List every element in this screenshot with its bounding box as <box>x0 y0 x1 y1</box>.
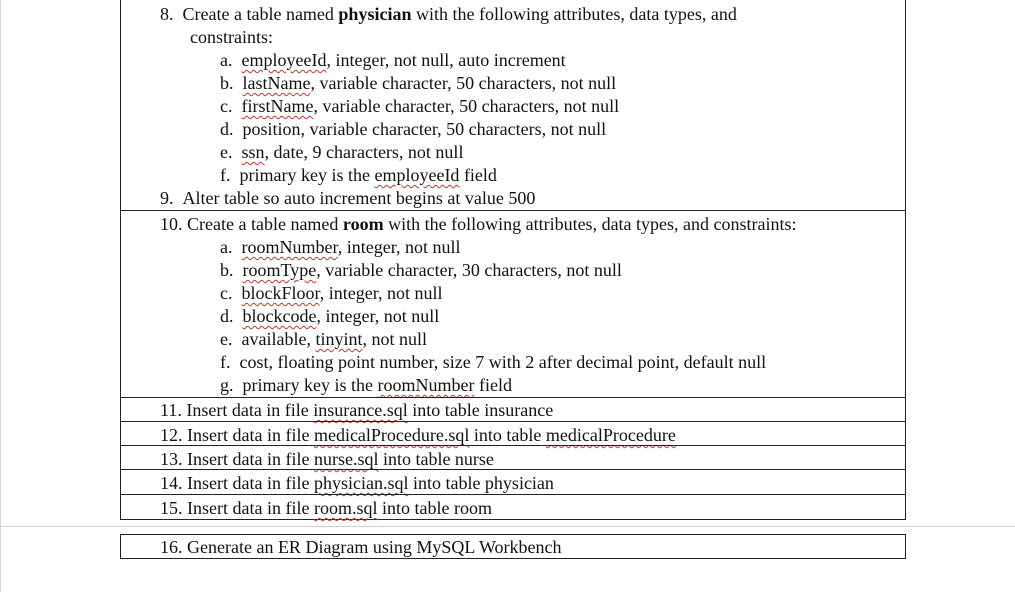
file-name: medicalProcedure.sql <box>313 425 470 445</box>
file-name: physician.sql <box>313 473 409 493</box>
list-item <box>220 164 497 186</box>
page-left-edge <box>0 0 1 592</box>
page-break-divider <box>0 526 1015 527</box>
list-item <box>220 49 566 71</box>
attribute-name: blockcode <box>242 306 317 326</box>
item-number: 10. <box>160 214 183 234</box>
attribute-desc: , integer, not null <box>337 237 461 257</box>
item-number: 8. <box>160 4 174 24</box>
sub-letter: e. <box>220 142 233 162</box>
item-15 <box>160 497 492 519</box>
sub-letter: d. <box>220 306 234 326</box>
table-row-item-12 <box>120 421 906 446</box>
attribute-desc: available, <box>241 329 316 349</box>
item-text: Insert data in file <box>187 498 314 518</box>
sub-letter: g. <box>220 375 234 395</box>
table-name: medicalProcedure <box>545 425 676 445</box>
attribute-name: lastName <box>242 73 311 93</box>
attribute-name: roomType <box>242 260 317 280</box>
sub-letter: c. <box>220 96 233 116</box>
list-item <box>220 141 463 163</box>
attribute-name: roomNumber <box>377 375 475 395</box>
list-item <box>220 72 616 94</box>
item-text: into table room <box>377 498 492 518</box>
item-9 <box>160 187 535 209</box>
sub-letter: f. <box>220 352 231 372</box>
sub-letter: b. <box>220 260 234 280</box>
list-item <box>220 95 619 117</box>
attribute-desc: , variable character, 50 characters, not null <box>313 96 620 116</box>
list-item <box>220 351 766 373</box>
attribute-name: roomNumber <box>241 237 338 257</box>
attribute-name: ssn <box>241 142 265 162</box>
item-16 <box>160 536 561 558</box>
attribute-desc: field <box>459 165 497 185</box>
sub-letter: a. <box>220 50 233 70</box>
attribute-desc: , integer, not null <box>316 306 440 326</box>
file-name: insurance.sql <box>313 400 408 420</box>
table-row-item-13 <box>120 445 906 470</box>
item-text: Create a table named <box>187 214 343 234</box>
attribute-desc: , integer, not null, auto increment <box>326 50 566 70</box>
sub-letter: f. <box>220 165 231 185</box>
item-number: 11. <box>160 400 182 420</box>
file-name: nurse.sql <box>313 449 379 469</box>
item-number: 13. <box>160 449 183 469</box>
attribute-desc: primary key is the <box>239 165 375 185</box>
item-text: with the following attributes, data types, and <box>411 4 737 24</box>
attribute-desc: position, variable character, 50 characters, not null <box>242 119 607 139</box>
attribute-desc: , integer, not null <box>319 283 443 303</box>
list-item <box>220 305 439 327</box>
item-text: with the following attributes, data types, and constraints: <box>383 214 797 234</box>
sub-letter: d. <box>220 119 234 139</box>
list-item <box>220 236 461 258</box>
item-text: into table physician <box>408 473 554 493</box>
item-number: 14. <box>160 473 183 493</box>
table-name-physician: physician <box>338 4 412 24</box>
item-14 <box>160 472 554 494</box>
item-10-heading <box>160 213 797 235</box>
item-text: into table nurse <box>378 449 494 469</box>
attribute-name: employeeId <box>374 165 460 185</box>
attribute-desc: primary key is the <box>242 375 378 395</box>
item-text: Insert data in file <box>187 449 314 469</box>
attribute-name: employeeId <box>241 50 327 70</box>
item-text: Generate an ER Diagram using MySQL Workbench <box>187 537 562 557</box>
item-number: 16. <box>160 537 183 557</box>
table-row-item-8-9 <box>120 0 906 211</box>
list-item <box>220 328 427 350</box>
attribute-desc: , variable character, 50 characters, not null <box>310 73 617 93</box>
table-row-item-14 <box>120 469 906 495</box>
item-13 <box>160 448 494 470</box>
attribute-desc: , variable character, 30 characters, not null <box>316 260 622 280</box>
list-item <box>220 259 622 281</box>
sub-letter: b. <box>220 73 234 93</box>
table-row-item-16 <box>120 534 906 559</box>
attribute-name: firstName <box>241 96 314 116</box>
item-text: Create a table named <box>182 4 339 24</box>
attribute-name: tinyint <box>315 329 363 349</box>
sub-letter: a. <box>220 237 233 257</box>
item-text: Insert data in file <box>187 425 314 445</box>
list-item <box>220 118 606 140</box>
table-row-item-15 <box>120 494 906 520</box>
item-11 <box>160 399 553 421</box>
item-number: 12. <box>160 425 183 445</box>
sub-letter: c. <box>220 283 233 303</box>
item-text: Insert data in file <box>186 400 314 420</box>
table-name-room: room <box>342 214 384 234</box>
table-row-item-10 <box>120 210 906 398</box>
list-item <box>220 282 443 304</box>
attribute-desc: , date, 9 characters, not null <box>264 142 464 162</box>
item-text: Alter table so auto increment begins at value 500 <box>182 188 536 208</box>
item-number: 9. <box>160 188 174 208</box>
sub-letter: e. <box>220 329 233 349</box>
item-text: into table <box>469 425 546 445</box>
attribute-desc: field <box>474 375 512 395</box>
list-item <box>220 374 512 396</box>
table-row-item-11 <box>120 397 906 422</box>
item-8-heading <box>160 3 737 25</box>
file-name: room.sql <box>313 498 378 518</box>
item-12 <box>160 424 676 446</box>
item-8-continuation: constraints: <box>190 27 273 47</box>
item-number: 15. <box>160 498 183 518</box>
attribute-name: blockFloor <box>241 283 320 303</box>
item-text: into table insurance <box>407 400 554 420</box>
attribute-desc: cost, floating point number, size 7 with 2 after decimal point, default null <box>239 352 767 372</box>
item-text: Insert data in file <box>187 473 314 493</box>
attribute-desc: , not null <box>362 329 427 349</box>
